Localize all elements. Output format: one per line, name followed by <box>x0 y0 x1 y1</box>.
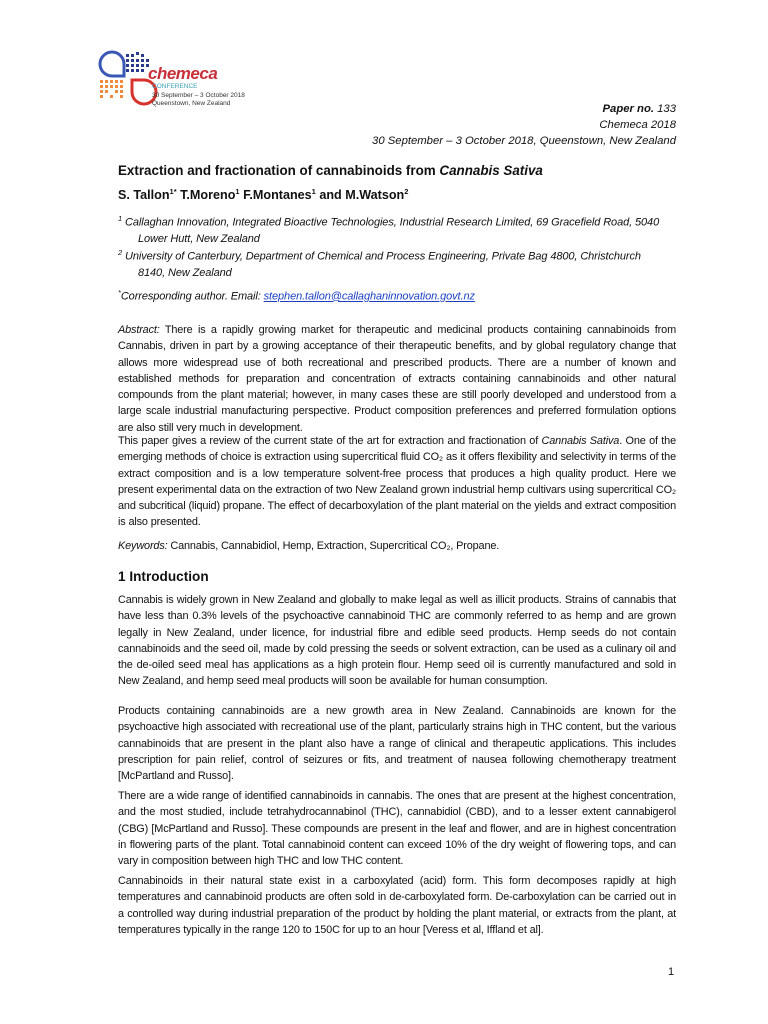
keywords <box>118 538 676 554</box>
affiliation-num: 1 <box>118 214 123 223</box>
author-sup: 2 <box>404 187 409 196</box>
intro-paragraph: There are a wide range of identified cannabinoids in cannabis. The ones that are present at the highest concentration, and the most studied, include tetrahydrocannabinol (THC), cannabidiol (CBD), and to a lesser extent cannabigerol (CBG) [McPartland and Russo]. These compounds are present in the leaf and flower, and are in highest concentration in flowering parts of the plant. Total cannabinoid content can exceed 10% of the dry weight of flowering tops, and can vary in composition between high THC and low THC content. <box>118 790 676 868</box>
authors <box>118 187 408 202</box>
email-link[interactable]: stephen.tallon@callaghaninnovation.govt.nz <box>263 290 475 303</box>
affiliation-line: 8140, New Zealand <box>138 267 232 280</box>
author: F.Montanes <box>243 188 312 203</box>
logo-name: chemeca <box>148 64 218 83</box>
abstract-text: There is a rapidly growing market for therapeutic and medicinal products containing cannabinoids from Cannabis, driven in part by a growing acceptance of their therapeutic benefits, and by global regulatory change that allows more widespread use of both recreational and prescribed products. There are a number of known and established methods for preparation and concentration of extracts containing cannabinoids and other natural compounds from the plant material; however, in many cases these are still poorly developed and understood from a large scale industrial manufacturing perspective. Product composition preferences and preferred formulation options are also still very much in development. <box>118 324 676 434</box>
abstract-label: Abstract: <box>118 324 160 336</box>
affiliation-line: University of Canterbury, Department of Chemical and Process Engineering, Private Bag 4800, Christchurch <box>125 250 641 263</box>
author-sup: 1 <box>311 187 316 196</box>
paper-number-line <box>372 101 676 117</box>
conference-dates: 30 September – 3 October 2018, Queenstown, New Zealand <box>372 135 676 147</box>
title-italic: Cannabis Sativa <box>439 163 543 178</box>
intro-paragraph: Cannabis is widely grown in New Zealand and globally to make legal as well as illicit products. Strains of cannabis that have less than 0.3% levels of the psychoactive cannabinoid THC are commonly referred to as hemp and are grown legally in New Zealand, under licence, for industrial fibre and edible seed products. Hemp seeds do not contain cannabinoids and the seed oil, made by cold pressing the seeds or solvent extraction, can be used as a culinary oil and the de-oiled seed meal has applications as a high protein flour. Hemp seed oil is currently manufactured and sold in New Zealand, and hemp seed meal products will soon be available for human consumption. <box>118 594 676 688</box>
text: . One of the emerging methods of choice is extraction using supercritical fluid CO₂ as it offers flexibility and selectivity in terms of the extract composition and is a low temperature solvent-free process that produces a high quality product. Here we present experimental data on the extraction of two New Zealand grown industrial hemp cultivars using supercritical CO₂ and subcritical (liquid) propane. The effect of decarboxylation of the plant material on the yields and extract composition is also presented. <box>118 435 677 529</box>
author: M.Watson <box>345 188 405 203</box>
paper-info <box>372 101 676 149</box>
keywords-label: Keywords: <box>118 540 168 552</box>
conference-name: Chemeca 2018 <box>599 119 676 131</box>
abstract <box>118 322 676 436</box>
corresponding-sup: * <box>118 288 121 297</box>
section-heading: 1 Introduction <box>118 569 209 584</box>
author: T.Moreno <box>180 188 236 203</box>
italic-text: Cannabis Sativa <box>541 435 620 447</box>
paper-label: Paper no. <box>602 103 654 115</box>
corresponding-author <box>118 285 678 305</box>
keywords-text: Cannabis, Cannabidiol, Hemp, Extraction, Supercritical CO₂, Propane. <box>167 540 500 552</box>
logo-location: Queenstown, New Zealand <box>152 100 231 107</box>
chemeca-logo <box>98 50 288 110</box>
review-paragraph <box>118 433 676 531</box>
author: S. Tallon <box>118 188 170 203</box>
affiliation-line: Lower Hutt, New Zealand <box>138 233 260 246</box>
author-sup: 1* <box>169 187 177 196</box>
affiliation-num: 2 <box>118 248 123 257</box>
paper-title <box>118 163 543 178</box>
affiliation-line: Callaghan Innovation, Integrated Bioactive Technologies, Industrial Research Limited, 69 Gracefield Road, 5040 <box>125 216 660 229</box>
authors-and: and <box>319 188 342 203</box>
corresponding-label: Corresponding author. Email: <box>120 290 264 303</box>
affiliation-1 <box>118 211 678 248</box>
logo-dates: 30 September – 3 October 2018 <box>152 92 245 99</box>
title-text: Extraction and fractionation of cannabinoids from <box>118 163 440 178</box>
page-number: 1 <box>668 966 675 978</box>
logo-sub: CONFERENCE <box>152 83 198 90</box>
text: This paper gives a review of the current state of the art for extraction and fractionation of <box>118 435 542 447</box>
paper-number: 133 <box>657 103 676 115</box>
intro-paragraph: Products containing cannabinoids are a new growth area in New Zealand. Cannabinoids are known for the psychoactive high associated with recreational use of the plant, particularly strains high in THC content, but the various cannabinoids that are present in the plant also have a range of clinical and therapeutic applications. This includes prescription for pain relief, control of seizures or fits, and treatment of nausea following chemotherapy treatment [McPartland and Russo]. <box>118 705 676 783</box>
intro-paragraph: Cannabinoids in their natural state exist in a carboxylated (acid) form. This form decomposes rapidly at high temperatures and cannabinoid products are often sold in de-carboxylated form. De-carboxylation can be carried out in a controlled way during industrial preparation of the product by holding the plant material, or extracts from the plant, at temperatures typically in the range 120 to 150C for up to an hour [Veress et al, Iffland et al]. <box>118 875 676 936</box>
author-sup: 1 <box>235 187 240 196</box>
affiliation-2 <box>118 245 678 282</box>
